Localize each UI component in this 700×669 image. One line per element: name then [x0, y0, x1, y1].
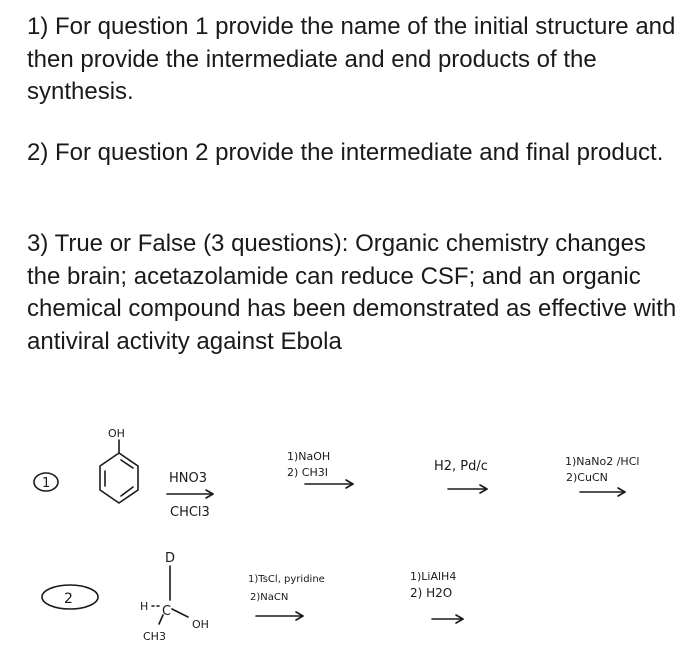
scheme-2-number: 2: [64, 591, 73, 607]
left-group-label: H: [140, 600, 149, 613]
benzene-substituent-label: OH: [108, 427, 125, 440]
step-6-reagent-line-1: 1)LiAlH4: [410, 570, 457, 583]
bond-to-right-group: [172, 609, 188, 617]
question-3-text: 3) True or False (3 questions): Organic chemistry changes the brain; acetazolamide can reduce CSF; and an organic chemical compound has been demonstrated as effective with antiviral activity against Ebola: [27, 230, 677, 355]
bottom-group-label: CH3: [143, 630, 166, 643]
right-group-label: OH: [192, 618, 209, 631]
step-1-solvent: CHCl3: [170, 505, 210, 520]
step-6-reagent-line-2: 2) H2O: [410, 586, 453, 600]
step-4-reagent-line-2: 2)CuCN: [566, 471, 608, 484]
step-2-reagent-line-2: 2) CH3I: [287, 466, 328, 479]
step-2-reagent-line-1: 1)NaOH: [287, 450, 331, 463]
center-atom-label: C: [162, 604, 172, 619]
scheme-1-number: 1: [42, 476, 51, 491]
benzene-ring: [100, 440, 138, 503]
step-1-reagent: HNO3: [169, 471, 208, 486]
step-4-reagent-line-1: 1)NaNo2 /HCl: [565, 455, 640, 468]
step-5-reagent-line-1: 1)TsCl, pyridine: [248, 574, 325, 585]
step-3-reagent: H2, Pd/c: [434, 459, 488, 474]
handwritten-schemes: [0, 410, 700, 669]
top-group-label: D: [165, 551, 176, 566]
question-2-text: 2) For question 2 provide the intermediate and final product.: [27, 139, 664, 166]
question-1-text: 1) For question 1 provide the name of the initial structure and then provide the intermediate and end products of the synthesis.: [27, 13, 676, 105]
step-5-reagent-line-2: 2)NaCN: [250, 592, 289, 603]
